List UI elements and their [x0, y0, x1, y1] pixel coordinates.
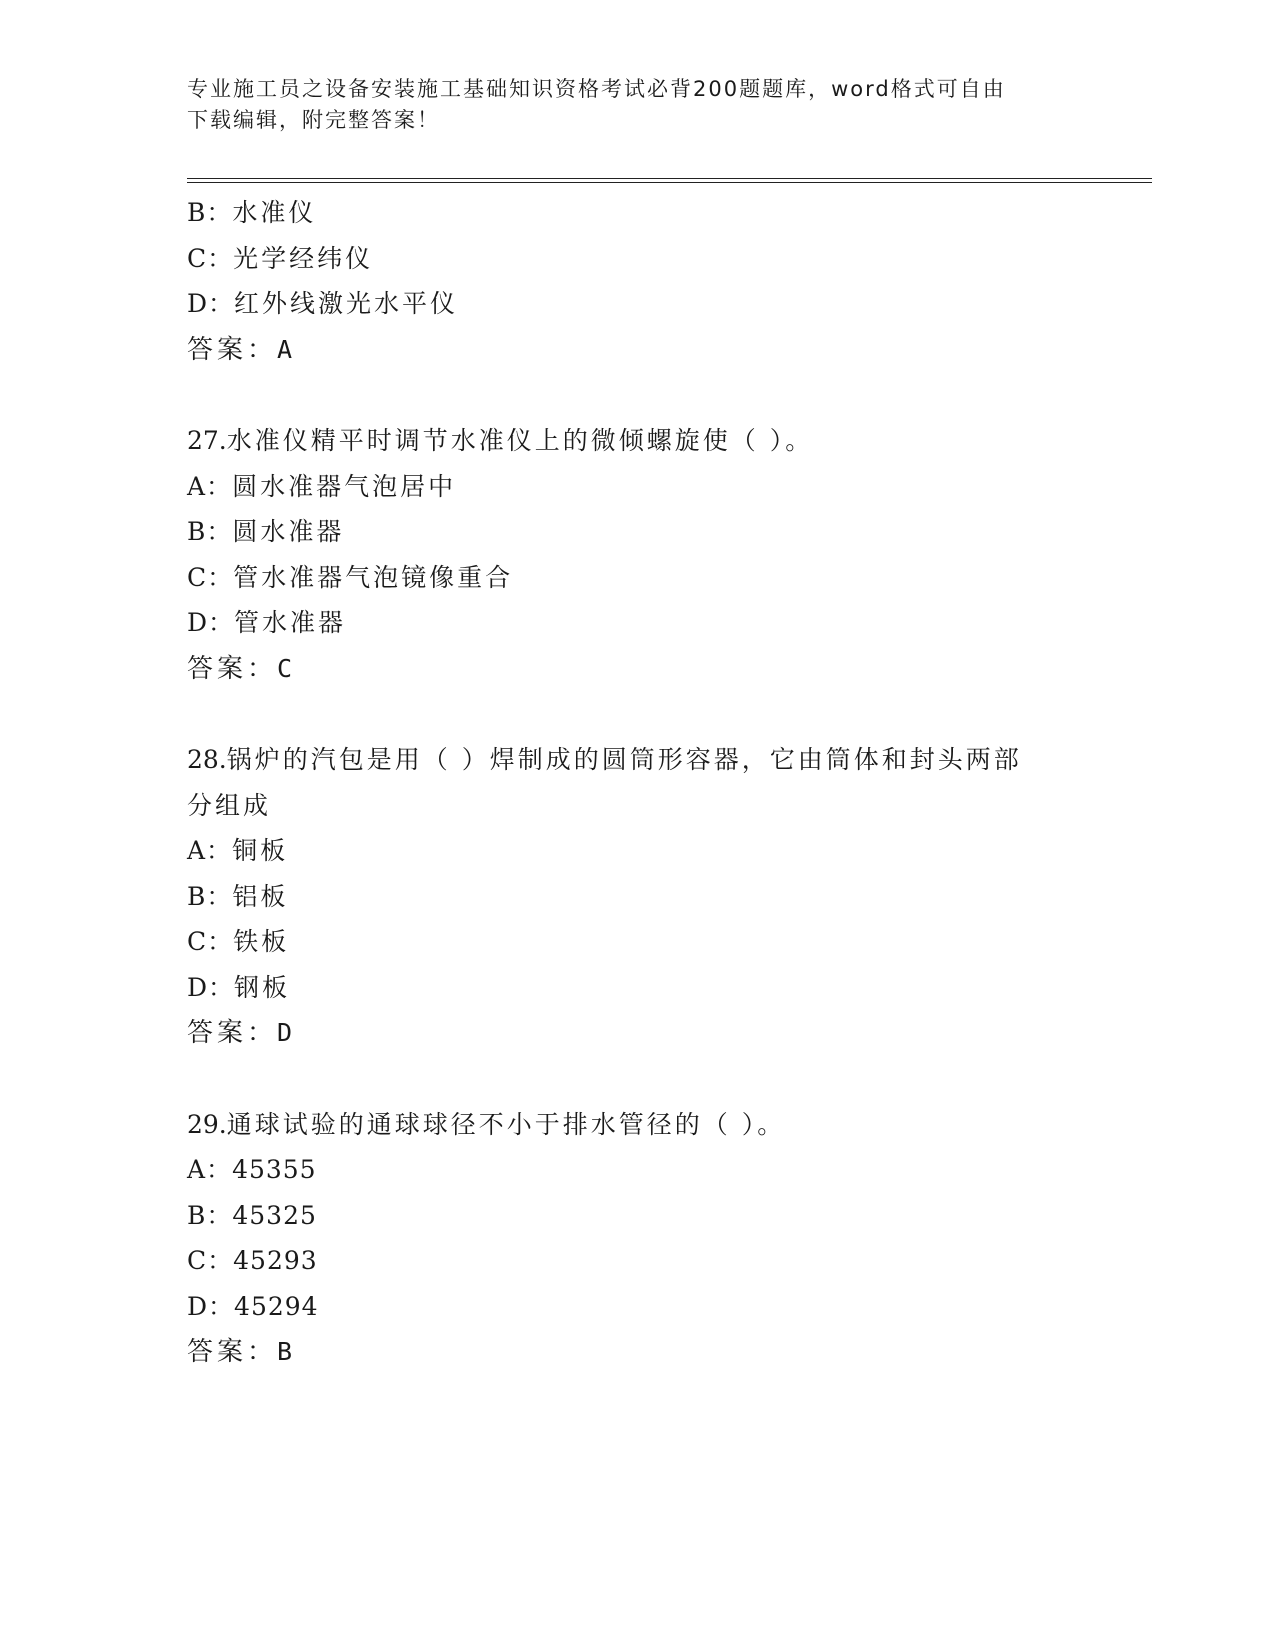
option-a: A：铜板: [187, 836, 289, 865]
question-list: [187, 190, 1087, 1375]
option-b: B：圆水准器: [187, 517, 345, 546]
option-a: A：45355: [187, 1155, 317, 1184]
option-d: D：钢板: [187, 972, 291, 1002]
answer: 答案：B: [187, 1337, 296, 1367]
option-d: D：45294: [187, 1291, 319, 1321]
option-d: D：红外线激光水平仪: [187, 289, 459, 318]
option-b: B：水准仪: [187, 198, 317, 227]
option-a: A：圆水准器气泡居中: [187, 471, 457, 501]
option-b: B：45325: [187, 1200, 317, 1230]
option-c: C：管水准器气泡镜像重合: [187, 562, 514, 592]
header-divider-top: [187, 178, 1152, 179]
question-continued: [187, 190, 1087, 372]
document-header: [187, 74, 1067, 136]
question-stem-continued: 分组成: [187, 790, 272, 820]
option-c: C：光学经纬仪: [187, 243, 374, 273]
question-stem: 28.锅炉的汽包是用（ ）焊制成的圆筒形容器，它由筒体和封头两部: [187, 745, 1022, 774]
header-divider-bottom: [187, 182, 1152, 183]
question-stem: 29.通球试验的通球球径不小于排水管径的（ ）。: [187, 1109, 786, 1139]
option-c: C：铁板: [187, 927, 290, 956]
question-29: [187, 1102, 1087, 1375]
question-28: [187, 737, 1087, 1056]
question-stem: 27.水准仪精平时调节水准仪上的微倾螺旋使（ ）。: [187, 426, 814, 455]
answer: 答案：D: [187, 1018, 296, 1048]
question-27: [187, 418, 1087, 691]
option-d: D：管水准器: [187, 608, 347, 637]
answer: 答案：C: [187, 653, 296, 684]
option-c: C：45293: [187, 1246, 318, 1275]
option-b: B：铝板: [187, 881, 289, 911]
answer: 答案：A: [187, 334, 296, 365]
header-line-1: 专业施工员之设备安装施工基础知识资格考试必背200题题库，word格式可自由: [187, 77, 1006, 101]
header-line-2: 下载编辑，附完整答案！: [187, 108, 440, 132]
